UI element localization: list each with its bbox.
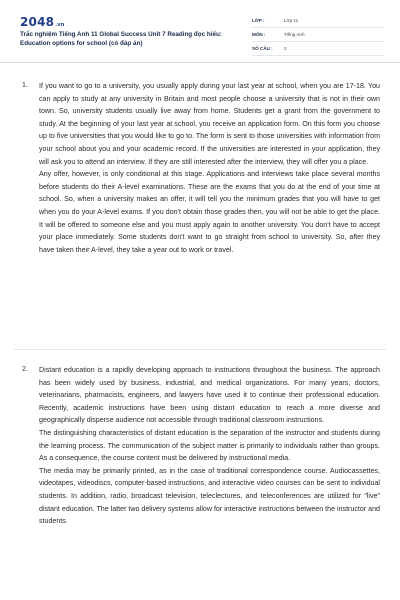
question-number: 1.: [22, 82, 28, 89]
logo-text: 2048: [20, 15, 55, 29]
passage-paragraph: Any offer, however, is only conditional at this stage. Applications and interviews take place several months before students do their A-level examinations. These are the exams that you do at the end of your time at school. So, when a university makes an offer, it will tell you the minimum grades that you will have to get when you do your A-level exams. If you don't obtain those grades then, you will not be able to get the place. It will be offered to someone else and you must apply again to another university. You don't have to accept your place immediately. Some students don't want to go straight from school to university. So, after they have taken their A-level, they take a year out to work or travel.: [39, 170, 380, 254]
logo-suffix: .vn: [55, 22, 65, 28]
meta-key: LỚP :: [252, 18, 265, 23]
meta-row-class: [252, 14, 384, 28]
passage-paragraph: If you want to go to a university, you usually apply during your last year at school, when you are 17-18. You can apply to study at any university in Britain and most people choose a university that is not in their own town. So, university students usually live away from home. Students get a grant from the government to study. At the beginning of your last year at school, you receive an application form. On this form you choose up to five universities that you would like to go to. The form is sent to those universities with information from your school about you and your academic record. If the universities are interested in your application, they will ask you to attend an interview. If they are still interested after the interview, they will offer you a place.: [39, 82, 380, 166]
meta-value: 2: [284, 46, 287, 51]
meta-row-subject: [252, 28, 384, 42]
site-logo[interactable]: [20, 15, 65, 29]
question-divider: [14, 349, 386, 350]
meta-key: MÔN :: [252, 32, 266, 37]
passage-paragraph: Distant education is a rapidly developing approach to instructions throughout the business. The approach has been widely used by business, industrial, and medical organizations. For many years, doctors, veterinarians, pharmacists, engineers, and lawyers have used it to continue their professional education. Recently, academic instructions have been using distant education to reach a more diverse and geographically disperse audience not accessible through traditional classroom instructions.: [39, 366, 380, 425]
question-passage: [39, 364, 380, 528]
passage-paragraph: The media may be primarily printed, as in the case of traditional correspondence course. Audiocassettes, videotapes, videodiscs, computer-based instructions, and interactive video courses can be sent to individual students. In addition, radio, broadcast television, teleclectures, and teleconferences are utilized for "live" distant education. The latter two delivery systems allow for interactive instructions between the instructor and students.: [39, 466, 380, 526]
question-passage: [39, 80, 380, 256]
meta-value: Lớp 11: [284, 18, 299, 23]
meta-value: Tiếng Anh: [284, 32, 305, 37]
meta-key: SỐ CÂU :: [252, 46, 273, 51]
passage-paragraph: The distinguishing characteristics of distant education is the separation of the instructor and students during the learning process. The communication of the subject matter is primarily to individuals rather than groups. As a consequence, the course content must be delivered by instructional media.: [39, 428, 380, 463]
meta-row-question-count: [252, 42, 384, 56]
question-number: 2.: [22, 366, 28, 373]
meta-table: [252, 14, 384, 56]
document-title: Trắc nghiệm Tiếng Anh 11 Global Success Unit 7 Reading đọc hiểu: Education options for school (có đáp án): [20, 31, 222, 47]
document-header: [0, 0, 400, 63]
